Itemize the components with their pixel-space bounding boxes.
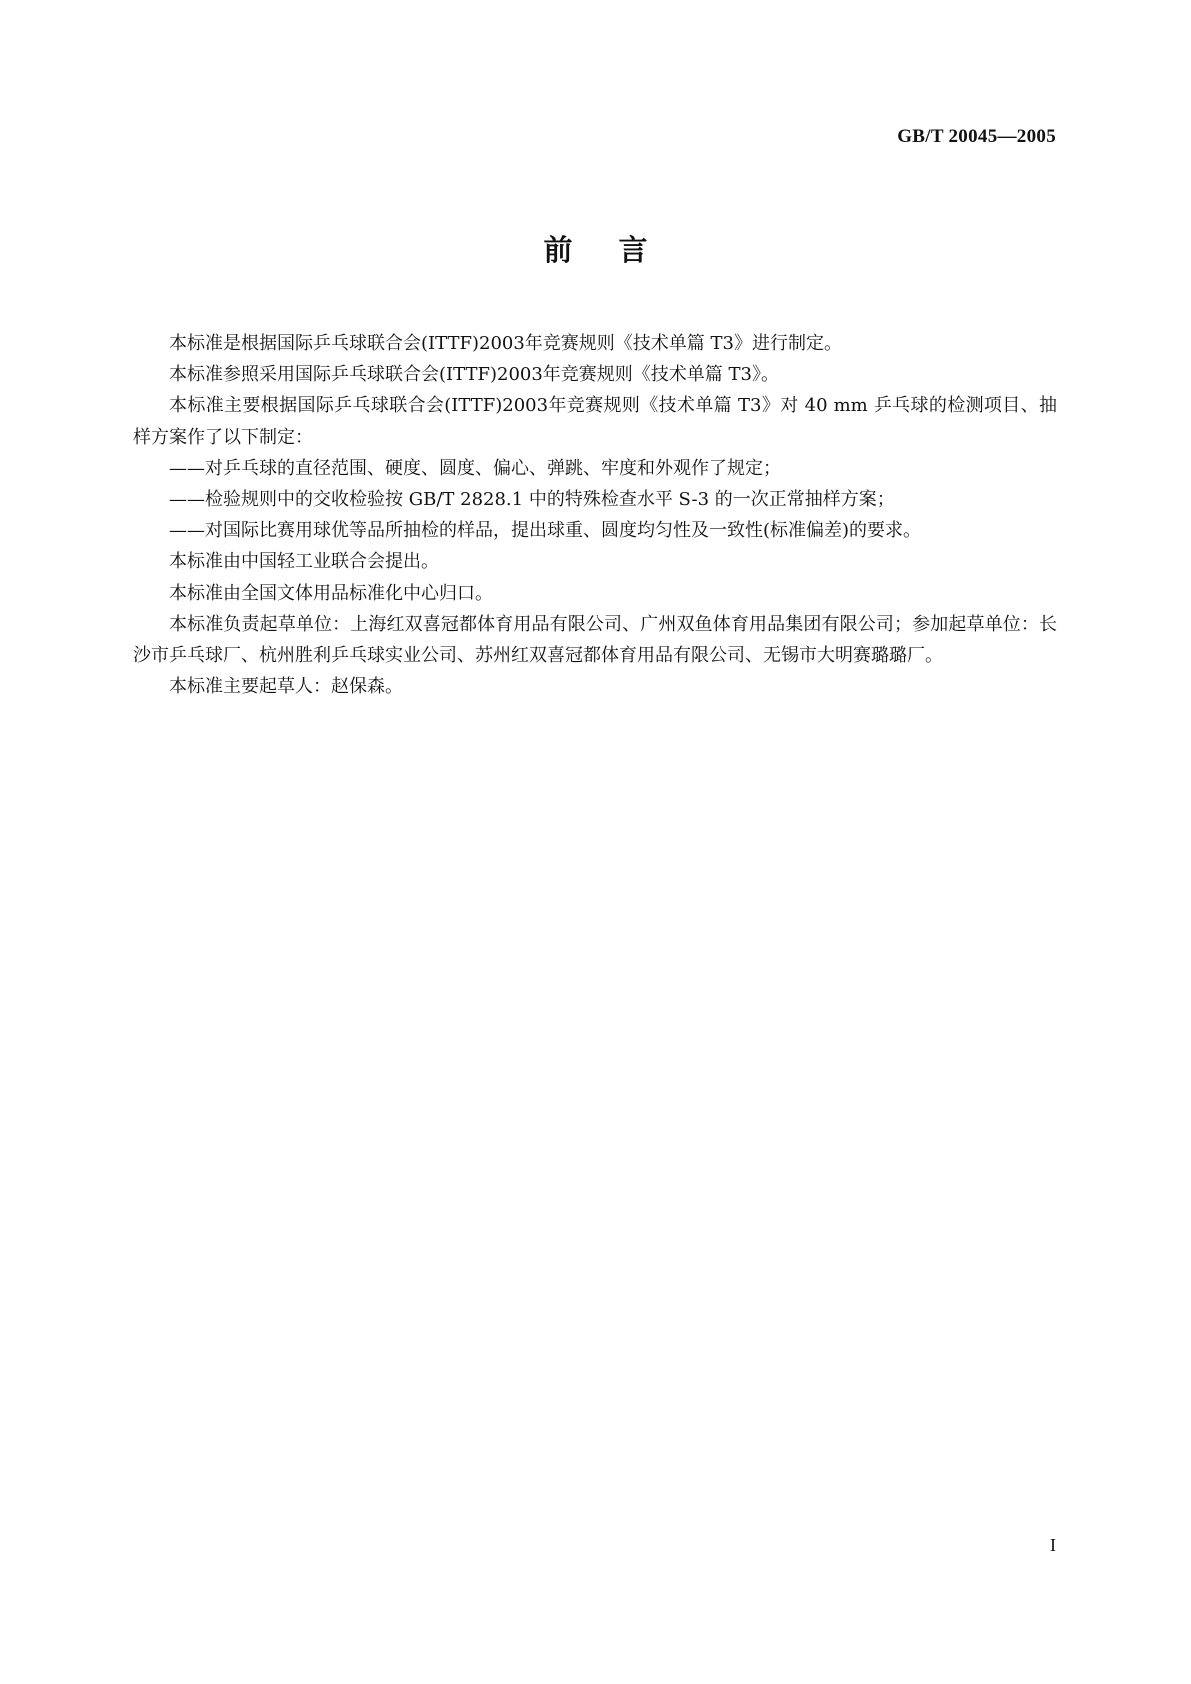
- page-title: 前言: [543, 233, 694, 267]
- paragraph-adoption: 本标准参照采用国际乒乓球联合会(ITTF)2003年竞赛规则《技术单篇 T3》。: [169, 364, 779, 386]
- list-item-inspection-rules: ——检验规则中的交收检验按 GB/T 2828.1 中的特殊检查水平 S-3 的一次正常抽样方案；: [169, 489, 895, 511]
- paragraph-drafting-units: 本标准负责起草单位：上海红双喜冠都体育用品有限公司、广州双鱼体育用品集团有限公司；参加起草单位：长沙市乒乓球厂、杭州胜利乒乓球实业公司、苏州红双喜冠都体育用品有限公司、无锡市大明赛璐璐厂。: [133, 613, 1057, 667]
- paragraph-basis: 本标准是根据国际乒乓球联合会(ITTF)2003年竞赛规则《技术单篇 T3》进行制定。: [169, 333, 842, 354]
- page-number: I: [1050, 1535, 1056, 1555]
- list-item-competition-balls: ——对国际比赛用球优等品所抽检的样品，提出球重、圆度均匀性及一致性(标准偏差)的要求。: [169, 520, 922, 542]
- foreword-body: [133, 328, 1057, 702]
- paragraph-scope: 本标准主要根据国际乒乓球联合会(ITTF)2003年竞赛规则《技术单篇 T3》对 40 mm 乒乓球的检测项目、抽样方案作了以下制定：: [133, 395, 1057, 448]
- standard-code: GB/T 20045—2005: [897, 126, 1056, 147]
- paragraph-proposer: 本标准由中国轻工业联合会提出。: [169, 551, 439, 573]
- paragraph-drafters: 本标准主要起草人：赵保森。: [169, 676, 403, 698]
- list-item-specifications: ——对乒乓球的直径范围、硬度、圆度、偏心、弹跳、牢度和外观作了规定；: [169, 457, 781, 479]
- paragraph-centralized: 本标准由全国文体用品标准化中心归口。: [169, 582, 493, 604]
